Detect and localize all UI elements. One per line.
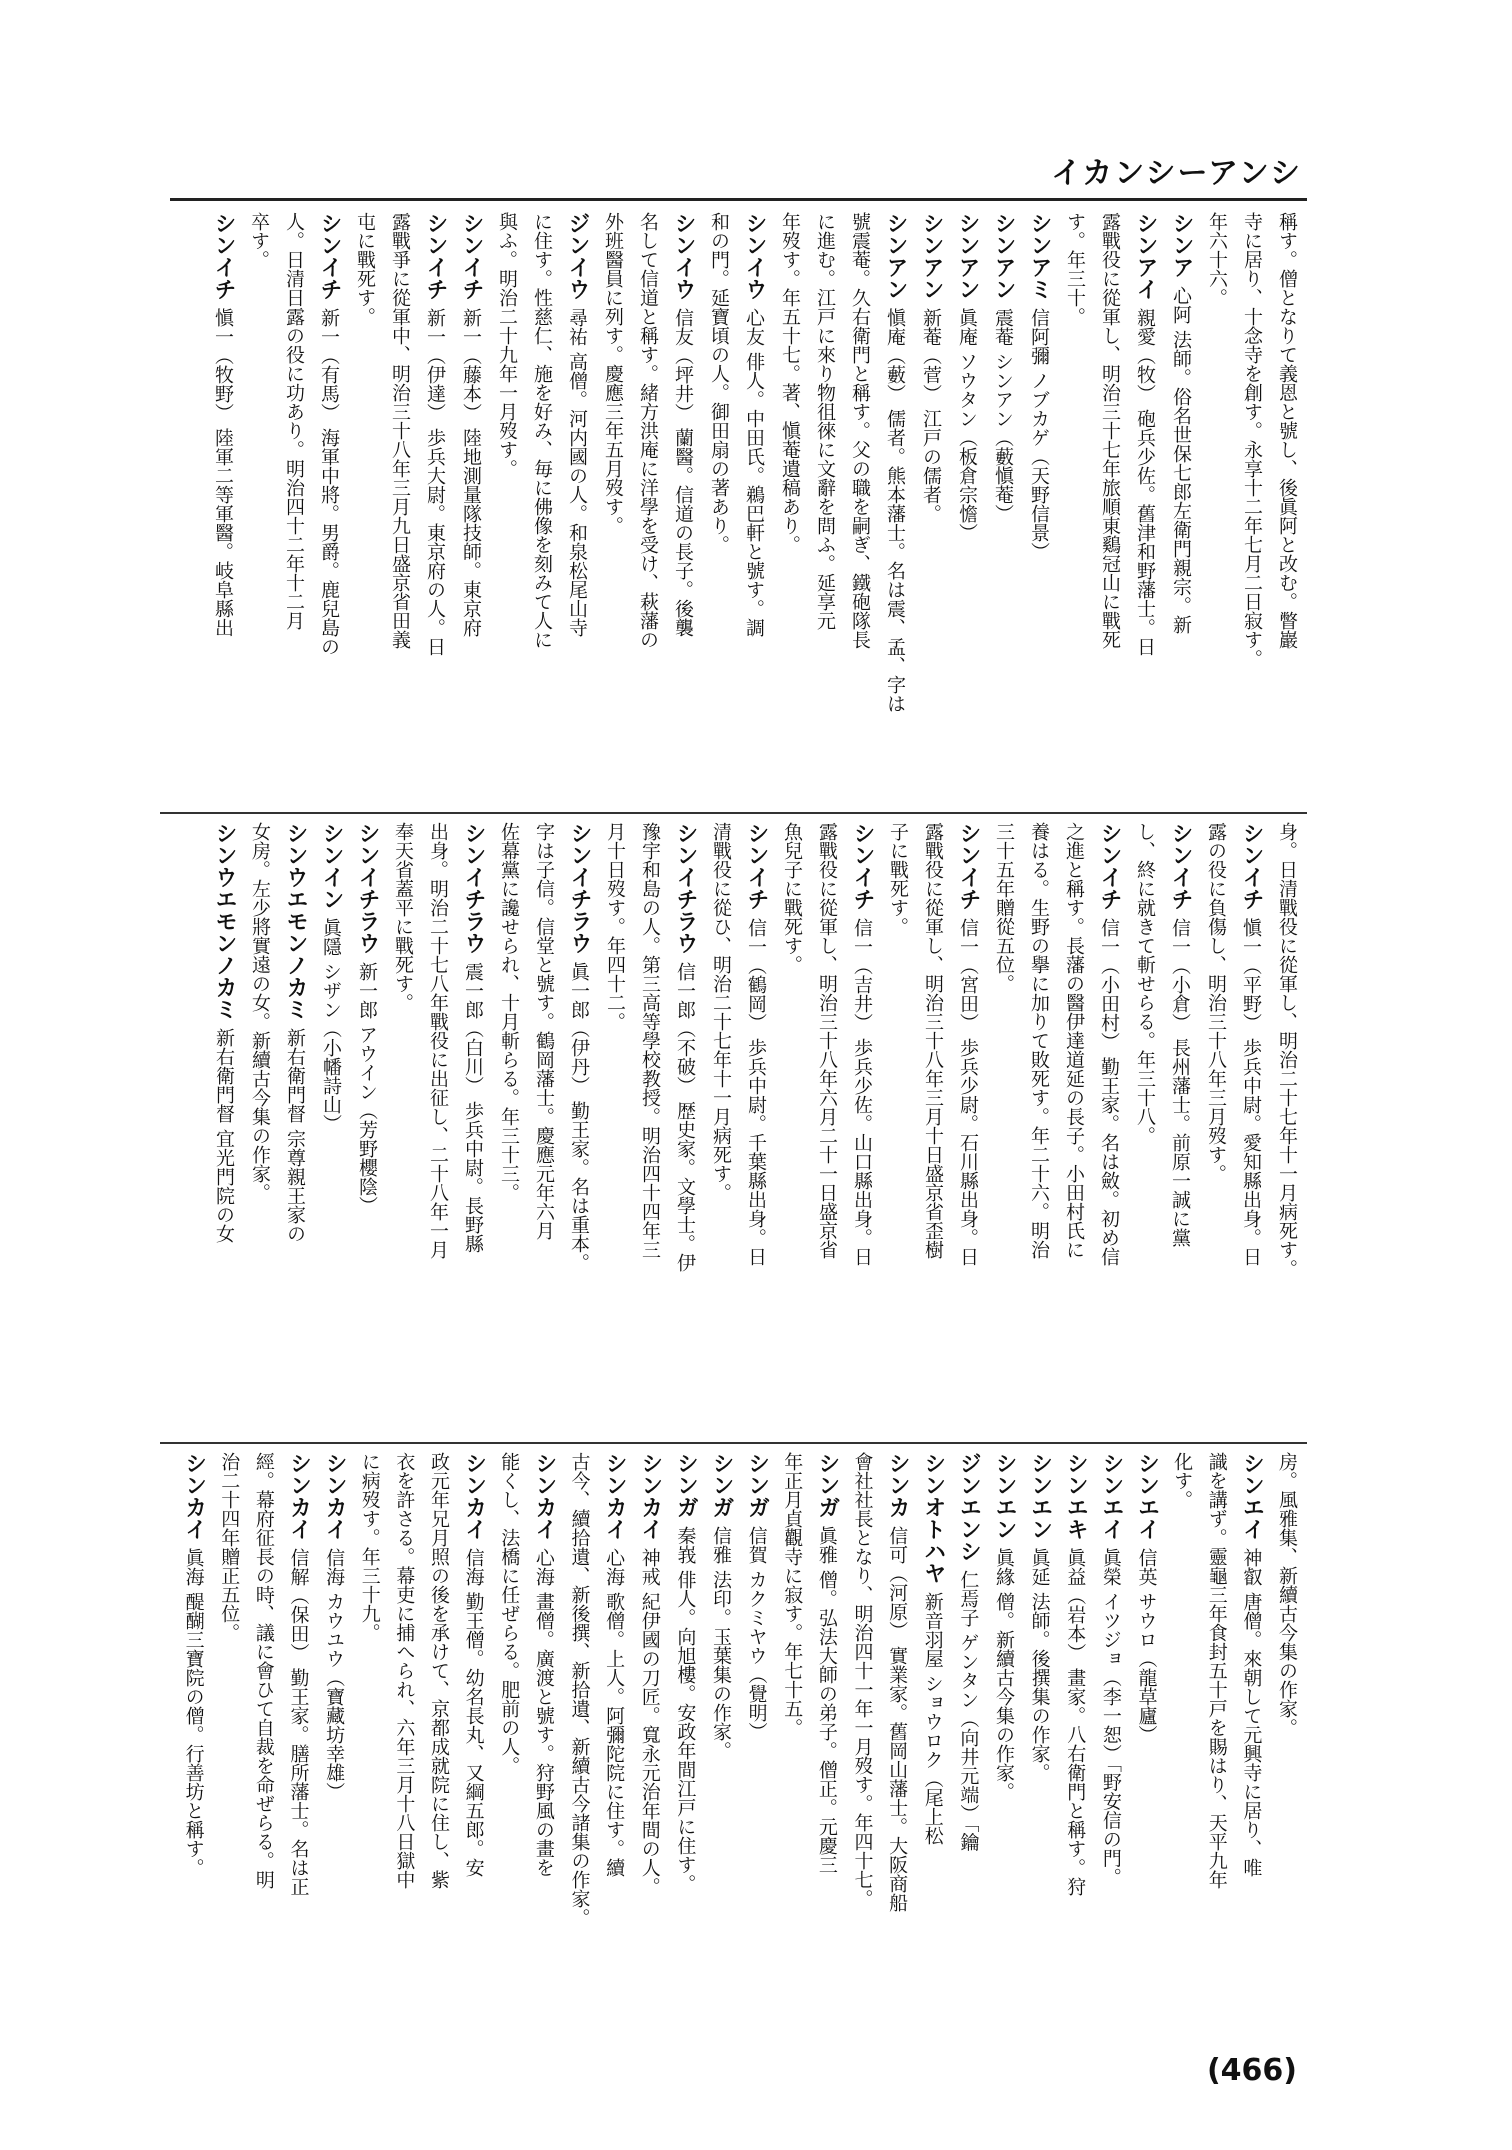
text-column: 豫宇和島の人。第三高等學校教授。明治四十四年三 [639,822,661,1259]
text-column: 和の門。延寶頃の人。御田扇の著あり。 [708,212,730,554]
text-column [670,1452,702,2052]
text-column [951,212,983,802]
text-column: 身。日清戰役に從軍し、明治二十七年十一月病死す。 [1276,822,1298,1278]
entry-body: 新菴（菅） 江戸の儒者。 [920,307,942,523]
text-tier-middle [178,822,1302,1434]
text-column: 年六十六。 [1206,212,1228,307]
text-column: 政元年兄月照の後を承けて、京都成就院に住し、紫 [428,1452,450,1889]
entry-body: 眞隱 シザン（小幡詩山） [320,917,342,1133]
entry-headword: シンエン [1027,1452,1053,1548]
text-column [1131,1452,1163,2052]
text-column: 子に戰死す。 [887,822,909,936]
text-column: 卒す。 [248,212,270,269]
running-head: イカンシーアンシ [1051,156,1302,191]
entry-body: 信可（河原） 實業家。舊岡山藩士。大阪商船 [886,1525,909,1912]
entry-headword: ジンエンシ [956,1452,982,1570]
entry-headword: シンガ [709,1452,734,1526]
text-column: 古今、續拾遺、新後撰、新拾遺、新續古今諸集の作家。 [568,1452,591,1927]
text-column [740,822,772,1434]
entry-headword: シンアン [919,212,944,308]
text-column: 月十日歿す。年四十二。 [604,822,626,1031]
text-column: 房。風雅集、新續古今集の作家。 [1276,1452,1298,1737]
entry-headword: シンアン [991,212,1016,308]
entry-body: 神戒 紀伊國の刀匠。寬永元治年間の人。 [638,1547,661,1896]
entry-headword: シンエキ [1063,1452,1089,1548]
text-column: 清戰役に從ひ、明治二十七年十一月病死す。 [710,822,732,1202]
text-column: に進む。江戸に來り物徂徠に文辭を問ふ。延享元 [814,212,836,630]
entry-headword: シンアミ [1027,212,1052,308]
text-column [988,1452,1020,2052]
text-column [351,822,383,1434]
text-column: 字は子信。信堂と號す。鶴岡藩士。慶應元年六月 [533,822,555,1240]
text-column [208,822,240,1434]
text-column: 露戰役に從軍し、明治三十八年三月十日盛京省歪樹 [922,822,944,1259]
text-column [561,212,593,802]
text-column [705,1452,737,2052]
entry-body: 信解（保田） 勤王家。膳所藩士。名は正 [287,1547,310,1896]
entry-headword: シンガ [744,1452,770,1526]
entry-headword: シンイチラウ [461,822,486,962]
entry-body: 新右衛門督 宜光門院の女 [213,1027,235,1243]
entry-headword: シンカイ [461,1452,487,1548]
entry-body: 新右衛門督 宗尊親王家の [284,1027,306,1243]
entry-headword: シンアン [883,212,908,308]
text-column: 奉天省蓋平に戰死す。 [392,822,414,1012]
text-column [599,1452,631,2052]
text-column: 會社社長となり、明治四十一年一月歿す。年四十七。 [851,1452,874,1908]
entry-body: 信海 勤王僧。幼名長丸、又綱五郎。安 [462,1547,485,1877]
entry-body: 仁焉子 ゲンタン（向井元端）「鑰 [957,1569,980,1852]
tier-divider [160,1442,1307,1444]
text-column: 女房。左少將實遠の女。新續古今集の作家。 [249,822,271,1202]
entry-headword: シンイチ [1239,822,1264,918]
entry-headword: シンカ [885,1452,911,1526]
entry-headword: シンイチ [850,822,875,918]
text-column [419,212,451,802]
text-column [1164,822,1196,1434]
entry-body: 親愛（牧） 砲兵少佐。舊津和野藩士。日 [1134,307,1156,656]
entry-headword: シンイウ [742,212,767,308]
text-column [741,1452,773,2052]
text-column: 露戰役に從軍し、明治三十八年六月二十一日盛京省 [816,822,838,1259]
entry-body: 眞榮 イツジョ（李一恕）「野安信の門。 [1099,1547,1122,1887]
entry-body: 信一郎（不破） 歴史家。文學士。伊 [674,961,696,1272]
text-column: 之進と稱す。長藩の醫伊達道延の長子。小田村氏に [1063,822,1085,1259]
entry-headword: シンカイ [637,1452,663,1548]
text-column [882,1452,914,2052]
entry-body: 尋祐 高僧。河内國の人。和泉松尾山寺 [566,307,588,637]
entry-headword: シンイチ [317,212,342,308]
text-column: に住す。性慈仁、施を好み、毎に佛像を刻みて人に [531,212,553,649]
entry-headword: シンカイ [602,1452,628,1548]
entry-body: 眞緣 僧。新續古今集の作家。 [993,1547,1015,1801]
text-column [634,1452,666,2052]
tier-divider [160,812,1307,814]
text-column [283,1452,315,2052]
entry-headword: シンアイ [1133,212,1158,308]
text-column: 與ふ。明治二十九年一月歿す。 [496,212,518,478]
entry-body: 新一（有馬） 海軍中將。男爵。鹿兒島の [318,307,340,656]
entry-body: 秦峩 俳人。向旭樓。安政年間江戸に住す。 [674,1525,697,1893]
text-column [563,822,595,1434]
entry-body: 新一郎 アウイン（芳野櫻陰） [356,961,378,1215]
entry-headword: シンエン [992,1452,1017,1548]
entry-headword: シンカイ [322,1452,348,1548]
text-column [313,212,345,802]
entry-headword: シンウエモンノカミ [283,822,308,1028]
entry-body: 神叡 唐僧。來朝して元興寺に居り、唯 [1240,1547,1263,1877]
text-column [1165,212,1197,802]
entry-headword: シンイチラウ [355,822,380,962]
text-column [669,822,701,1434]
text-column: 寺に居り、十念寺を創す。永享十二年七月二日寂す。 [1241,212,1263,668]
entry-body: 信一（鶴岡） 歩兵中尉。千葉縣出身。日 [745,917,767,1266]
entry-headword: シンイチ [956,822,981,918]
text-column [667,212,699,802]
text-column: 年歿す。年五十七。著、愼菴遺稿あり。 [779,212,801,554]
text-column [915,212,947,802]
entry-body: 心海 畫僧。廣渡と號す。狩野風の畫を [532,1547,555,1877]
entry-headword: シンイチ [459,212,484,308]
text-column [457,822,489,1434]
entry-body: 眞延 法師。後撰集の作家。 [1028,1547,1051,1782]
text-column [846,822,878,1434]
text-column [738,212,770,802]
text-column: 稱す。僧となりて義恩と號し、後眞阿と改む。瞥巖 [1276,212,1298,649]
text-column [987,212,1019,802]
entry-body: 信友（坪井） 蘭醫。信道の長子。後襲 [672,307,694,637]
text-column [1093,822,1125,1434]
text-column [528,1452,560,2052]
entry-body: 信一（吉井） 歩兵少佐。山口縣出身。日 [851,917,873,1266]
entry-body: 信阿彌 ノブカゲ（天野信景） [1028,307,1050,561]
text-column [1235,822,1267,1434]
text-column [455,212,487,802]
entry-headword: シンイン [319,822,344,918]
entry-headword: シンイチ [211,212,236,308]
text-column [1236,1452,1268,2052]
entry-headword: シンエイ [1239,1452,1265,1548]
text-column [315,822,347,1434]
entry-body: 眞一郎（伊丹） 勤王家。名は重本。 [568,961,590,1272]
entry-body: 眞庵 ソウタン（板倉宗憺） [956,307,978,542]
entry-body: 信海 カウユウ（寶藏坊幸雄） [323,1547,346,1801]
entry-headword: シンア [1169,212,1194,286]
entry-body: 信雅 法印。玉葉集の作家。 [710,1525,732,1760]
entry-body: 信賀 カクミヤウ（覺明） [745,1525,768,1741]
text-column: 露戰役に從軍し、明治三十七年旅順東鷄冠山に戰死 [1099,212,1121,649]
text-column: 出身。明治二十七八年戰役に出征し、二十八年一月 [427,822,449,1259]
entry-body: 新一（伊達） 歩兵大尉。東京府の人。日 [424,307,446,656]
entry-body: 新音羽屋 ショウロク（尾上松 [921,1591,944,1845]
text-column: 外班醫員に列す。慶應三年五月歿す。 [602,212,624,535]
entry-body: 心友 俳人。中田氏。鵜巴軒と號す。調 [743,307,765,637]
entry-body: 愼一（牧野） 陸軍二等軍醫。岐阜縣出 [212,307,234,637]
text-column [1129,212,1161,802]
entry-headword: シンカイ [286,1452,312,1548]
entry-headword: シンイチ [423,212,448,308]
entry-body: 震一郎（白川） 歩兵中尉。長野縣 [462,961,484,1253]
text-column: 治二十四年贈正五位。 [218,1452,241,1642]
entry-headword: シンカイ [531,1452,557,1548]
text-column [1024,1452,1056,2052]
text-column: 號震菴。久右衛門と稱す。父の職を嗣ぎ、鐵砲隊長 [849,212,871,649]
entry-headword: シンウエモンノカミ [212,822,237,1028]
text-column [319,1452,351,2052]
text-column: す。年三十。 [1064,212,1086,326]
entry-headword: シンイウ [671,212,696,308]
text-column: に病歿す。年三十九。 [358,1452,381,1642]
entry-headword: シンアン [955,212,980,308]
text-column: 化す。 [1171,1452,1194,1509]
entry-headword: シンイチ [744,822,769,918]
entry-body: 愼庵（藪） 儒者。熊本藩士。名は震、孟、字は [884,307,906,713]
text-column: 名して信道と稱す。緒方洪庵に洋學を受け、萩藩の [637,212,659,649]
entry-body: 眞益（岩本） 畫家。八右衛門と稱す。狩 [1064,1547,1087,1896]
entry-headword: シンイチ [1168,822,1193,918]
text-column: 屯に戰死す。 [354,212,376,326]
entry-headword: シンガ [814,1452,840,1526]
header-rule [170,198,1307,201]
text-column: 經。幕府征長の時、議に會ひて自裁を命ぜらる。明 [252,1452,275,1889]
text-column: 露戰爭に從軍中、明治三十八年三月九日盛京省田義 [389,212,411,649]
entry-body: 信英 サウロ（龍草廬） [1135,1547,1158,1744]
text-column [879,212,911,802]
text-column [1095,1452,1127,2052]
entry-body: 心海 歌僧。上人。阿彌陀院に住す。續 [603,1547,626,1877]
entry-body: 心阿 法師。俗名世保七郎左衛門親宗。新 [1170,285,1192,634]
text-column: 三十五年贈從五位。 [993,822,1015,993]
text-column: 年正月貞觀寺に寂す。年七十五。 [781,1452,804,1737]
text-column [458,1452,490,2052]
text-column: 衣を許さる。幕吏に捕へられ、六年三月十八日獄中 [393,1452,416,1889]
text-column: 養はる。生野の擧に加りて敗死す。年二十六。明治 [1028,822,1050,1259]
entry-body: 愼一（平野） 歩兵中尉。愛知縣出身。日 [1240,917,1262,1266]
text-column [1060,1452,1092,2052]
entry-headword: シンイチラウ [567,822,592,962]
text-column [178,1452,210,2052]
text-column [952,822,984,1434]
text-column: 露の役に負傷し、明治三十八年三月歿す。 [1205,822,1227,1183]
text-column: 識を講ず。靈龜三年食封五十戸を賜はり、天平九年 [1205,1452,1228,1889]
entry-headword: シンガ [673,1452,699,1526]
text-column [207,212,239,802]
entry-body: 震菴 シンアン（藪愼菴） [992,307,1014,523]
entry-headword: シンエイ [1134,1452,1160,1548]
entry-headword: シンエイ [1098,1452,1124,1548]
text-column [811,1452,843,2052]
text-column [917,1452,949,2052]
text-column: 能くし、法橋に任ぜらる。肥前の人。 [498,1452,521,1775]
text-column [1023,212,1055,802]
text-tier-top [178,212,1302,802]
text-column: し、終に就きて斬せらる。年三十八。 [1134,822,1156,1145]
entry-headword: シンオトハヤ [920,1452,946,1592]
text-column: 魚兒子に戰死す。 [781,822,803,974]
entry-body: 眞雅 僧。弘法大師の弟子。僧正。元慶三 [815,1525,838,1874]
text-column [279,822,311,1434]
text-tier-bottom [178,1452,1302,2052]
entry-headword: シンイチラウ [673,822,698,962]
entry-body: 信一（宮田） 歩兵少尉。石川縣出身。日 [957,917,979,1266]
text-column: 佐幕黨に讒せられ、十月斬らる。年三十三。 [498,822,520,1202]
text-column [953,1452,985,2052]
entry-headword: シンイチ [1097,822,1122,918]
entry-body: 信一（小田村） 勤王家。名は斂。初め信 [1098,917,1120,1266]
page-number: (466) [1206,2053,1297,2088]
entry-headword: シンカイ [181,1452,207,1548]
entry-body: 新一（藤本） 陸地測量隊技師。東京府 [460,307,482,637]
entry-body: 眞海 醍醐三寶院の僧。行善坊と稱す。 [182,1547,205,1877]
text-column: 人。日清日露の役に功あり。明治四十二年十二月 [283,212,305,630]
entry-headword: ジンイウ [565,212,590,308]
entry-body: 信一（小倉） 長州藩士。前原一誠に黨 [1169,917,1191,1247]
